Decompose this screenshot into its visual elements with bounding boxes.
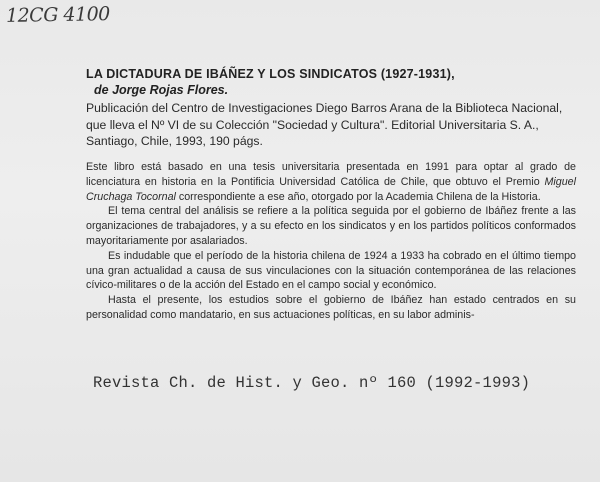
paragraph-1 bbox=[86, 160, 576, 204]
book-author-line bbox=[94, 82, 576, 98]
handwritten-catalog-note: 12CG 4100 bbox=[5, 3, 110, 27]
publication-info: Publicación del Centro de Investigaciones Diego Barros Arana de la Biblioteca Nacional, que lleva el Nº VI de su Colección "Sociedad y Cultura". Editorial Universitaria S. A., Santiago, Chile, 1993, 190 págs. bbox=[86, 101, 563, 148]
paragraph-1-end: correspondiente a ese año, otorgado por la Academia Chilena de la Historia. bbox=[175, 190, 541, 203]
review-body bbox=[86, 160, 576, 323]
author-name: Jorge Rojas Flores. bbox=[112, 83, 229, 97]
prize-name: Miguel Cruchaga Tocornal bbox=[86, 175, 576, 203]
journal-citation: Revista Ch. de Hist. y Geo. nº 160 (1992-1993) bbox=[93, 374, 531, 392]
review-header bbox=[86, 66, 576, 150]
paragraph-1-start: Este libro está basado en una tesis universitaria presentada en 1991 para optar al grado de licenciatura en historia en la Pontificia Universidad Católica de Chile, que obtuvo el Premio bbox=[86, 161, 576, 188]
author-prefix: de bbox=[94, 83, 113, 97]
book-title: LA DICTADURA DE IBÁÑEZ Y LOS SINDICATOS (1927-1931), bbox=[86, 67, 455, 81]
paragraph-4: Hasta el presente, los estudios sobre el gobierno de Ibáñez han estado centrados en su personalidad como mandatario, en sus actuaciones políticas, en su labor adminis- bbox=[86, 294, 576, 321]
paragraph-2: El tema central del análisis se refiere a la política seguida por el gobierno de Ibáñez frente a las organizaciones de trabajadores, y a su efecto en los sindicatos y en los partidos políticos conformados mayoritariamente por asalariados. bbox=[86, 205, 576, 247]
paragraph-3: Es indudable que el período de la historia chilena de 1924 a 1933 ha cobrado en el último tiempo una gran actualidad a causa de sus vinculaciones con la situación contemporánea de las relaciones cívico-militares o de la acción del Estado en el campo social y económico. bbox=[86, 249, 576, 292]
